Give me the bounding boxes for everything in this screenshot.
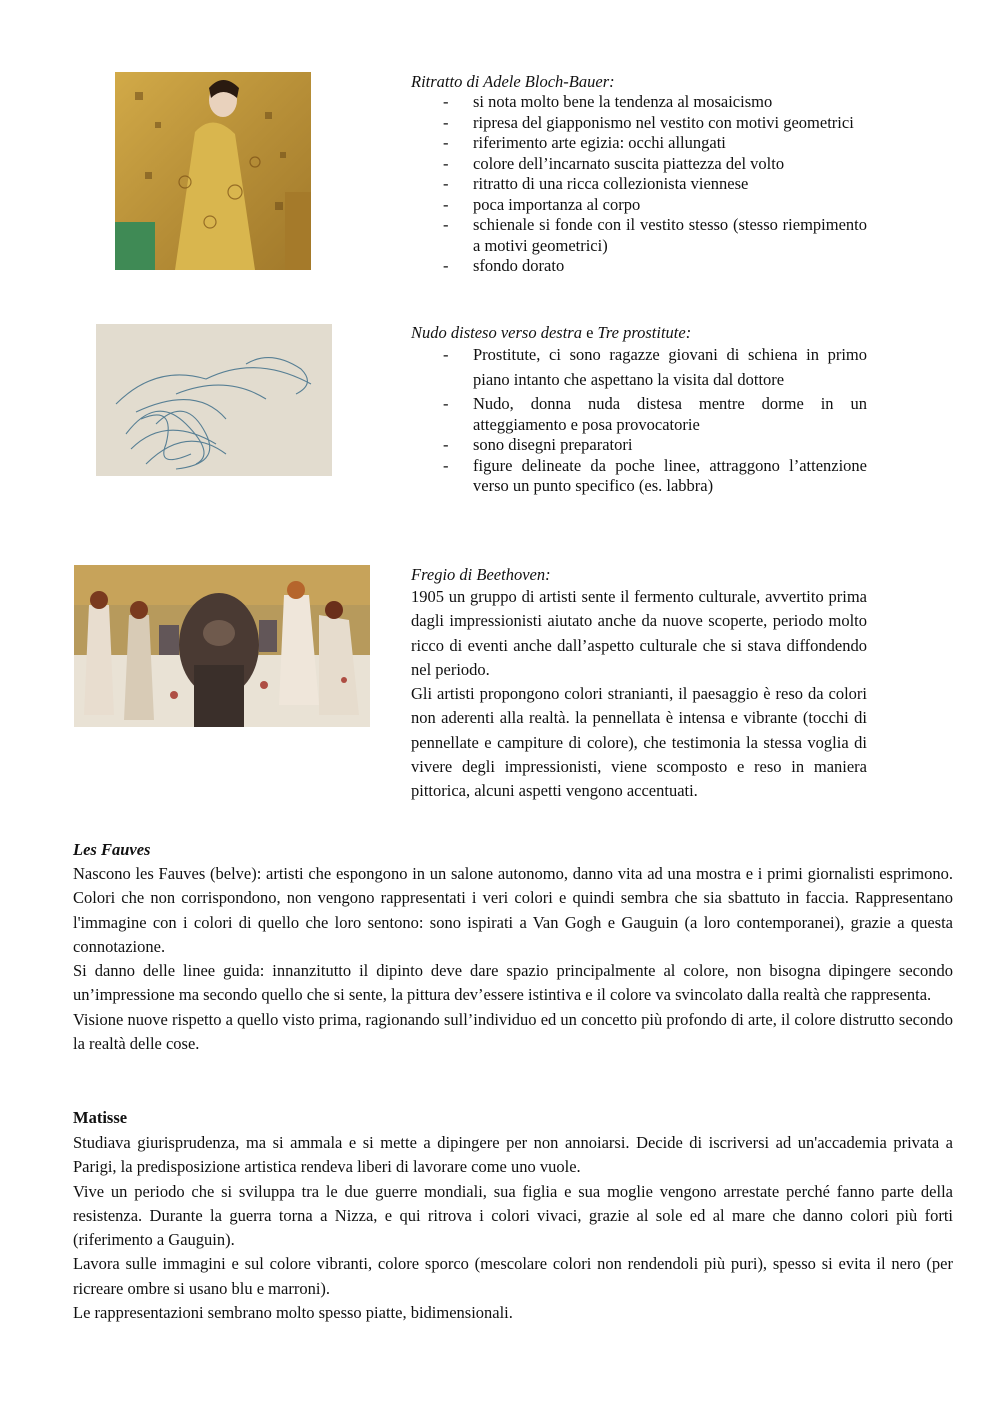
list-item: - riferimento arte egizia: occhi allungati bbox=[411, 133, 867, 154]
fregio-title: Fregio di Beethoven: bbox=[411, 565, 551, 584]
fauves-paragraph-2: Si danno delle linee guida: innanzitutto il dipinto deve dare spazio principalmente al colore, non bisogna dipingere secondo un’impressione ma secondo quello che si sente, la pittura dev’essere istintiva e il colore va svincolato dalla realtà che rappresenta. bbox=[73, 961, 953, 1005]
nudo-title-part1: Nudo disteso verso destra bbox=[411, 323, 582, 342]
list-item: - Nudo, donna nuda distesa mentre dorme in un atteggiamento e posa provocatorie bbox=[411, 394, 867, 435]
adele-list bbox=[411, 92, 867, 277]
matisse-paragraph-2: Vive un periodo che si sviluppa tra le due guerre mondiali, sua figlia e sua moglie vengono arrestate perché fanno parte della resistenza. Durante la guerra torna a Nizza, e qui ritrova i colori vivaci, grazie al sole ed al mare che danno colori più forti (riferimento a Gauguin). bbox=[73, 1181, 953, 1250]
nudo-list bbox=[411, 343, 867, 497]
nudo-title bbox=[411, 323, 867, 343]
list-item: - Prostitute, ci sono ragazze giovani di schiena in primo piano intanto che aspettano la visita dal dottore bbox=[411, 343, 867, 392]
fauves-section bbox=[73, 838, 953, 1056]
list-item: - ripresa del giapponismo nel vestito con motivi geometrici bbox=[411, 113, 867, 134]
nudo-disteso-drawing bbox=[96, 324, 332, 476]
matisse-paragraph-4: Le rappresentazioni sembrano molto spesso piatte, bidimensionali. bbox=[73, 1303, 513, 1323]
nudo-title-conj: e bbox=[581, 323, 598, 342]
list-item: - sono disegni preparatori bbox=[411, 435, 867, 456]
adele-bloch-bauer-painting bbox=[115, 72, 311, 270]
nudo-title-part2: Tre prostitute: bbox=[597, 323, 692, 342]
list-item: - si nota molto bene la tendenza al mosaicismo bbox=[411, 92, 867, 113]
fregio-paragraph-1: 1905 un gruppo di artisti sente il fermento culturale, avvertito prima dagli impressionisti aiutato anche da nuove scoperte, periodo molto ricco di eventi anche dall’aspetto culturale che si stava diffondendo nel periodo. bbox=[411, 587, 867, 679]
fauves-title: Les Fauves bbox=[73, 840, 151, 859]
fregio-section bbox=[411, 565, 867, 804]
fauves-paragraph-1: Nascono les Fauves (belve): artisti che espongono in un salone autonomo, danno vita ad una mostra e i primi giornalisti esprimono. Colori che non corrispondono, non vengono rappresentati i veri colori e quindi sembra che sia sbattuto in faccia. Rappresentano l'immagine con i colori di quello che loro sentono: sono ispirati a Van Gogh e Gauguin (a loro contemporanei), grazie a questa connotazione. bbox=[73, 864, 953, 956]
matisse-section bbox=[73, 1105, 953, 1325]
list-item: - ritratto di una ricca collezionista viennese bbox=[411, 174, 867, 195]
nudo-section bbox=[411, 323, 867, 497]
list-item: - colore dell’incarnato suscita piattezza del volto bbox=[411, 154, 867, 175]
list-item: - sfondo dorato bbox=[411, 256, 867, 277]
fauves-paragraph-3: Visione nuove rispetto a quello visto prima, ragionando sull’individuo ed un concetto più profondo di arte, il colore distrutto secondo la realtà delle cose. bbox=[73, 1009, 953, 1054]
adele-section bbox=[411, 72, 867, 277]
list-item: - figure delineate da poche linee, attraggono l’attenzione verso un punto specifico (es. labbra) bbox=[411, 456, 867, 497]
matisse-title: Matisse bbox=[73, 1108, 128, 1127]
matisse-paragraph-1: Studiava giurisprudenza, ma si ammala e si mette a dipingere per non annoiarsi. Decide di iscriversi ad un'accademia privata a Parigi, la predisposizione artistica rendeva liberi di lavorare come uno vuole. bbox=[73, 1133, 953, 1177]
fregio-beethoven-painting bbox=[74, 565, 370, 727]
adele-title: Ritratto di Adele Bloch-Bauer: bbox=[411, 72, 615, 91]
list-item: - poca importanza al corpo bbox=[411, 195, 867, 216]
list-item: - schienale si fonde con il vestito stesso (stesso riempimento a motivi geometrici) bbox=[411, 215, 867, 256]
matisse-paragraph-3: Lavora sulle immagini e sul colore vibranti, colore sporco (mescolare colori non rendendoli più puri), spesso si evita il nero (per ricreare ombre si usano blu e marroni). bbox=[73, 1254, 953, 1298]
fregio-paragraph-2: Gli artisti propongono colori stranianti, il paesaggio è reso da colori non aderenti alla realtà. la pennellata è intensa e vibrante (tocchi di pennellate e campiture di colore), che testimonia la stessa voglia di vivere degli impressionisti, viene scomposto e reso in maniera pittorica, alcuni aspetti vengono accentuati. bbox=[411, 684, 867, 801]
